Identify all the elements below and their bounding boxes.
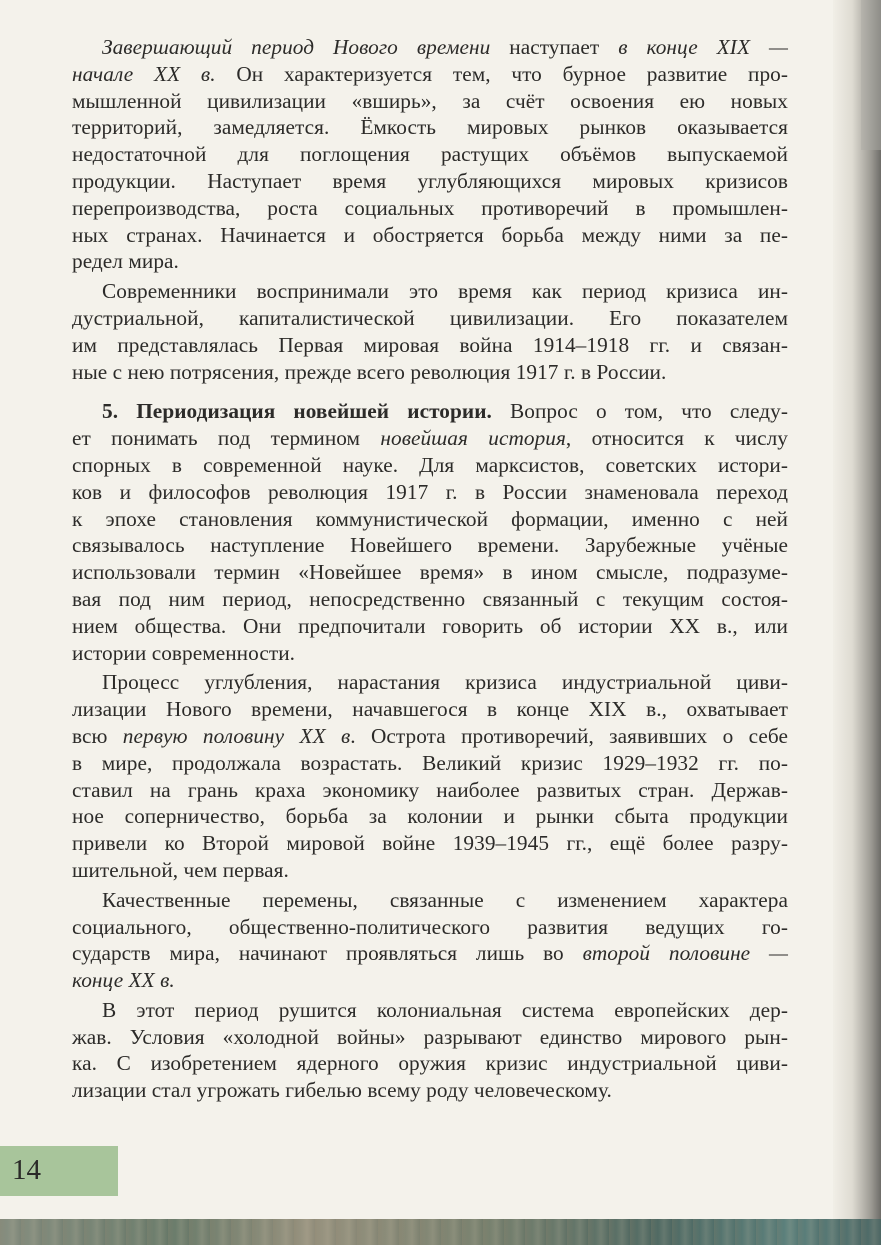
text-run: Качественные перемены, связанные с изменением характера	[102, 887, 788, 912]
text-run: вая под ним период, непосредственно связанный с текущим состоя-	[72, 586, 788, 611]
text-line	[72, 141, 788, 168]
text-line	[72, 34, 788, 61]
paragraph	[72, 34, 788, 275]
text-line	[72, 425, 788, 452]
text-line	[72, 1050, 788, 1077]
text-line	[72, 750, 788, 777]
text-run: В этот период рушится колониальная система европейских дер-	[102, 997, 788, 1022]
text-line	[72, 278, 788, 305]
text-line	[72, 359, 788, 386]
text-run: , относится к числу	[565, 426, 788, 451]
text-line	[72, 506, 788, 533]
paragraph	[72, 398, 788, 666]
text-run: привели ко Второй мировой войне 1939–1945 гг., ещё более разру-	[72, 831, 788, 856]
paragraph	[72, 887, 788, 994]
text-line	[72, 803, 788, 830]
emphasis-text: в конце XIX —	[618, 35, 788, 59]
text-run: Современники воспринимали это время как период кризиса ин-	[102, 279, 788, 304]
text-run: ставил на грань краха экономику наиболее развитых стран. Держав-	[72, 777, 788, 802]
text-line	[72, 248, 788, 275]
text-line	[72, 398, 788, 425]
emphasis-text: второй половине —	[582, 941, 789, 966]
text-line	[72, 559, 788, 586]
emphasis-text: первую половину XX в	[122, 723, 351, 748]
text-run: наступает	[490, 35, 619, 59]
text-run: лизации Нового времени, начавшегося в конце XIX в., охватывает	[72, 697, 788, 722]
emphasis-text: начале XX в.	[72, 61, 216, 86]
text-line	[72, 1077, 788, 1104]
text-line	[72, 305, 788, 332]
text-run: им представлялась Первая мировая война 1914–1918 гг. и связан-	[72, 332, 788, 357]
text-line	[72, 88, 788, 115]
text-line	[72, 168, 788, 195]
text-run: истории современности.	[72, 640, 296, 665]
emphasis-text: конце XX в.	[72, 968, 175, 993]
page-binding-edge	[833, 0, 881, 1245]
text-line	[72, 613, 788, 640]
text-line	[72, 997, 788, 1024]
text-line	[72, 61, 788, 88]
body-text	[72, 34, 788, 1104]
paragraph	[72, 669, 788, 883]
text-run: спорных в современной науке. Для марксистов, советских истори-	[72, 452, 788, 477]
section-heading: 5. Периодизация новейшей истории.	[102, 399, 492, 424]
text-run: Вопрос о том, что следу-	[491, 399, 788, 424]
bottom-cover-edge	[0, 1219, 881, 1245]
text-line	[72, 532, 788, 559]
text-line	[72, 914, 788, 941]
text-run: территорий, замедляется. Ёмкость мировых рынков оказывается	[72, 115, 788, 140]
text-run: ков и философов революция 1917 г. в России знаменовала переход	[72, 479, 788, 504]
text-line	[72, 479, 788, 506]
text-run: лизации стал угрожать гибелью всему роду человеческому.	[72, 1078, 612, 1103]
text-run: шительной, чем первая.	[72, 857, 289, 882]
text-line	[72, 195, 788, 222]
text-line	[72, 940, 788, 967]
text-line	[72, 830, 788, 857]
text-line	[72, 1024, 788, 1051]
text-run: к эпохе становления коммунистической формации, именно с ней	[72, 506, 788, 531]
text-line	[72, 114, 788, 141]
text-run: Он характеризуется тем, что бурное развитие про-	[215, 61, 788, 86]
text-run: ет понимать под термином	[72, 426, 381, 451]
page-number: 14	[12, 1154, 41, 1186]
text-run: Процесс углубления, нарастания кризиса индустриальной циви-	[102, 670, 788, 695]
text-run: ка. С изобретением ядерного оружия кризис индустриальной циви-	[72, 1051, 788, 1076]
text-line	[72, 777, 788, 804]
text-line	[72, 332, 788, 359]
text-line	[72, 696, 788, 723]
text-line	[72, 669, 788, 696]
text-run: в мире, продолжала возрастать. Великий кризис 1929–1932 гг. по-	[72, 750, 788, 775]
text-line	[72, 452, 788, 479]
text-run: продукции. Наступает время углубляющихся мировых кризисов	[72, 168, 788, 193]
text-line	[72, 887, 788, 914]
text-run: нием общества. Они предпочитали говорить об истории XX в., или	[72, 613, 788, 638]
text-run: . Острота противоречий, заявивших о себе	[350, 723, 788, 748]
paragraph	[72, 997, 788, 1104]
text-line	[72, 967, 788, 994]
text-line	[72, 586, 788, 613]
text-run: перепроизводства, роста социальных противоречий в промышлен-	[72, 195, 788, 220]
text-run: ных странах. Начинается и обостряется борьба между ними за пе-	[72, 222, 788, 247]
text-run: дустриальной, капиталистической цивилизации. Его показателем	[72, 305, 788, 330]
text-run: сударств мира, начинают проявляться лишь во	[72, 941, 583, 966]
text-run: всю	[72, 723, 123, 748]
text-line	[72, 723, 788, 750]
text-run: использовали термин «Новейшее время» в ином смысле, подразуме-	[72, 560, 788, 585]
text-line	[72, 857, 788, 884]
text-run: связывалось наступление Новейшего времени. Зарубежные учёные	[72, 533, 788, 558]
text-line	[72, 222, 788, 249]
text-run: жав. Условия «холодной войны» разрывают единство мирового рын-	[72, 1024, 788, 1049]
emphasis-text: новейшая история	[380, 426, 566, 451]
emphasis-text: Завершающий период Нового времени	[102, 35, 491, 59]
text-run: социального, общественно-политического развития ведущих го-	[72, 914, 788, 939]
text-run: мышленной цивилизации «вширь», за счёт освоения ею новых	[72, 88, 788, 113]
page-number-tab	[0, 1146, 118, 1196]
text-run: ные с нею потрясения, прежде всего революция 1917 г. в России.	[72, 359, 667, 384]
text-run: недостаточной для поглощения растущих объёмов выпускаемой	[72, 142, 788, 167]
page-binding-shadow	[861, 0, 881, 150]
text-run: ное соперничество, борьба за колонии и рынки сбыта продукции	[72, 804, 788, 829]
text-line	[72, 640, 788, 667]
text-run: редел мира.	[72, 249, 179, 274]
paragraph	[72, 278, 788, 385]
